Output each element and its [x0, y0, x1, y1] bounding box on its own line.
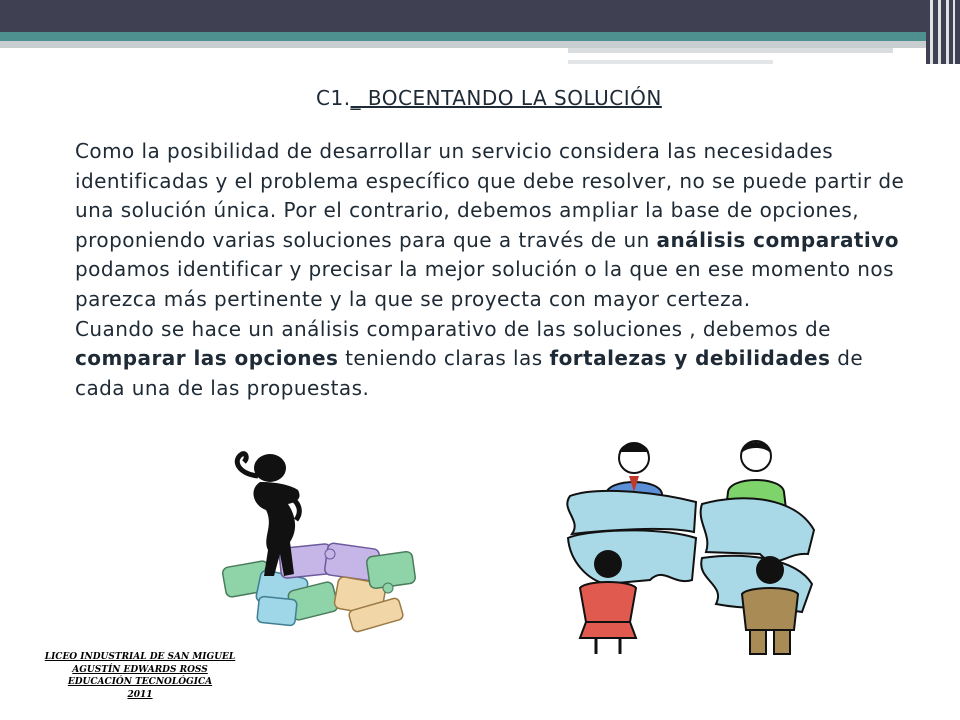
p1-text-1: Como la posibilidad de desarrollar un servicio considera las necesidades identificadas y el problema específico que debe resolver, no se puede partir de una solución única. Por el contrario, debemos ampliar la base de opciones, proponiendo varias soluciones para que a través de un	[75, 139, 905, 252]
header-bar-dark	[0, 0, 960, 32]
p2-text-1: Cuando se hace un análisis comparativo de las soluciones , debemos de	[75, 316, 831, 341]
footer-line-3: EDUCACIÓN TECNOLÓGICA	[67, 677, 213, 687]
p2-bold-2: fortalezas y debilidades	[549, 346, 831, 371]
header-corner-lines	[926, 0, 960, 64]
team-puzzle-icon	[546, 434, 846, 658]
p1-text-2: podamos identificar y precisar la mejor solución o la que en ese momento nos parezca más pertinente y la que se proyecta con mayor certeza.	[75, 257, 894, 311]
p1-bold-1: análisis comparativo	[656, 227, 899, 252]
paragraph-2	[75, 315, 915, 404]
footer-line-4: 2011	[127, 689, 153, 700]
slide-body	[75, 137, 915, 403]
slide-title	[316, 86, 662, 110]
title-underscore: _	[350, 86, 362, 110]
footer-institution	[24, 651, 256, 701]
title-prefix: C1.	[316, 86, 351, 110]
p2-text-3: de cada una de las propuestas.	[75, 346, 864, 400]
thinking-person-icon	[218, 446, 430, 636]
p2-bold-1: comparar las opciones	[75, 346, 339, 371]
header-accent-line-short	[568, 60, 773, 64]
header-bar-grey	[0, 41, 960, 48]
paragraph-1	[75, 137, 915, 315]
p2-text-2: teniendo claras las	[338, 346, 550, 371]
header-bar-teal	[0, 32, 960, 41]
puzzle-pieces-icon	[222, 543, 416, 633]
title-main: BOCENTANDO LA SOLUCIÓN	[361, 86, 662, 110]
header-accent-line	[568, 48, 893, 53]
footer-line-2: AGUSTÍN EDWARDS ROSS	[72, 664, 208, 675]
footer-line-1: LICEO INDUSTRIAL DE SAN MIGUEL	[44, 652, 236, 662]
